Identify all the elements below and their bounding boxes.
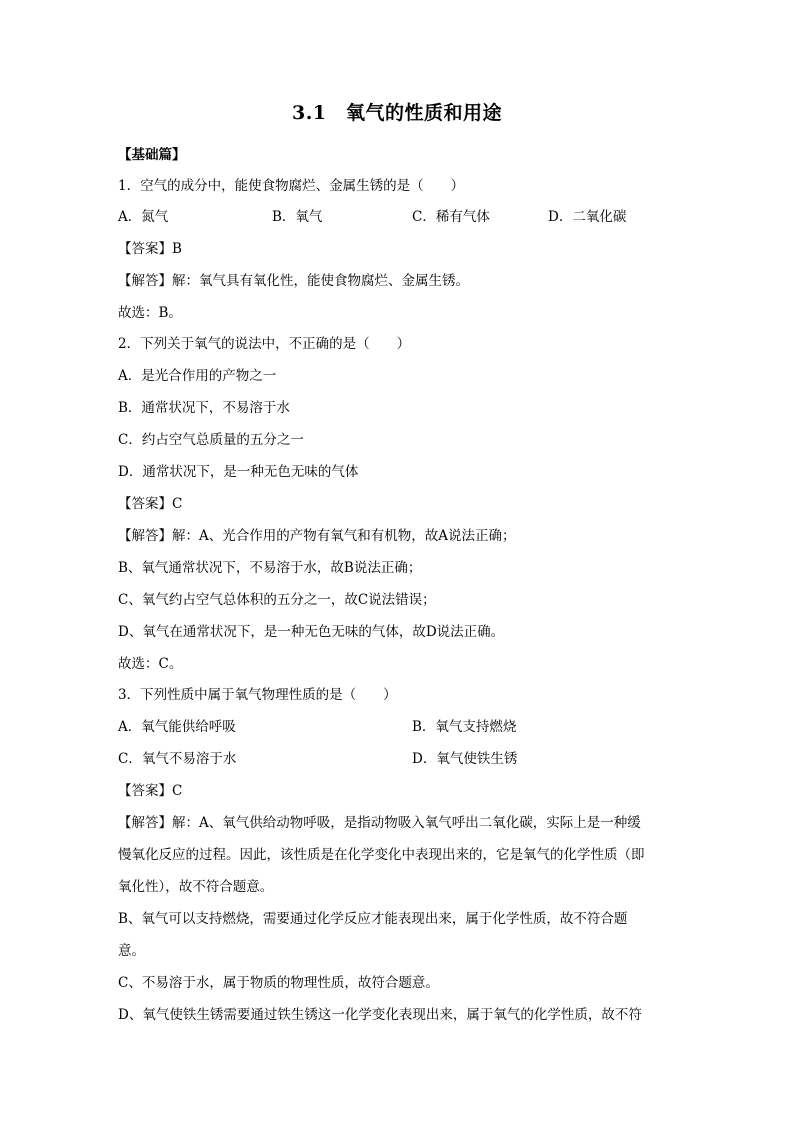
q1-answer: 【答案】B <box>118 241 182 257</box>
q1-analysis-line: 【解答】解：氧气具有氧化性，能使食物腐烂、金属生锈。 <box>118 273 469 289</box>
q1-option-d: D．二氧化碳 <box>548 209 627 225</box>
q2-option-b: B．通常状况下，不易溶于水 <box>118 400 290 416</box>
q3-option-c: C．氧气不易溶于水 <box>118 751 237 767</box>
q3-analysis-line: C、不易溶于水，属于物质的物理性质，故符合题意。 <box>118 975 439 991</box>
question-3-stem: 3．下列性质中属于氧气物理性质的是（ ） <box>118 687 397 703</box>
q3-option-a: A．氧气能供给呼吸 <box>118 719 236 735</box>
q3-analysis-line: B、氧气可以支持燃烧，需要通过化学反应才能表现出来，属于化学性质，故不符合题 <box>118 911 628 927</box>
page-title: 3.1 氧气的性质和用途 <box>291 102 503 124</box>
question-1-stem: 1．空气的成分中，能使食物腐烂、金属生锈的是（ ） <box>118 178 465 194</box>
q2-analysis-line: C、氧气约占空气总体积的五分之一，故C说法错误； <box>118 592 436 608</box>
q3-analysis-line: D、氧气使铁生锈需要通过铁生锈这一化学变化表现出来，属于氧气的化学性质，故不符 <box>118 1007 642 1023</box>
q2-analysis-line: 故选：C。 <box>118 656 183 672</box>
q2-analysis-line: 【解答】解：A、光合作用的产物有氧气和有机物，故A说法正确； <box>118 528 516 544</box>
q3-analysis-line: 【解答】解：A、氧气供给动物呼吸，是指动物吸入氧气呼出二氧化碳，实际上是一种缓 <box>118 815 641 831</box>
q1-analysis-line: 故选：B。 <box>118 305 182 321</box>
q3-option-d: D．氧气使铁生锈 <box>412 751 518 767</box>
question-2-stem: 2．下列关于氧气的说法中，不正确的是（ ） <box>118 336 411 352</box>
q3-answer: 【答案】C <box>118 783 183 799</box>
q2-analysis-line: D、氧气在通常状况下，是一种无色无味的气体，故D说法正确。 <box>118 624 505 640</box>
q2-option-c: C．约占空气总质量的五分之一 <box>118 432 304 448</box>
q2-answer: 【答案】C <box>118 496 183 512</box>
q2-analysis-line: B、氧气通常状况下，不易溶于水，故B说法正确； <box>118 560 422 576</box>
section-heading: 【基础篇】 <box>118 147 186 163</box>
q1-option-b: B．氧气 <box>272 209 323 225</box>
q3-analysis-line: 慢氧化反应的过程。因此，该性质是在化学变化中表现出来的，它是氧气的化学性质（即 <box>118 847 645 863</box>
q3-option-b: B．氧气支持燃烧 <box>412 719 517 735</box>
q2-option-d: D．通常状况下，是一种无色无味的气体 <box>118 464 359 480</box>
q3-analysis-line: 氧化性），故不符合题意。 <box>118 879 274 895</box>
q1-option-a: A．氮气 <box>118 209 169 225</box>
q3-analysis-line: 意。 <box>118 943 145 959</box>
q1-option-c: C．稀有气体 <box>412 209 490 225</box>
q2-option-a: A．是光合作用的产物之一 <box>118 368 277 384</box>
